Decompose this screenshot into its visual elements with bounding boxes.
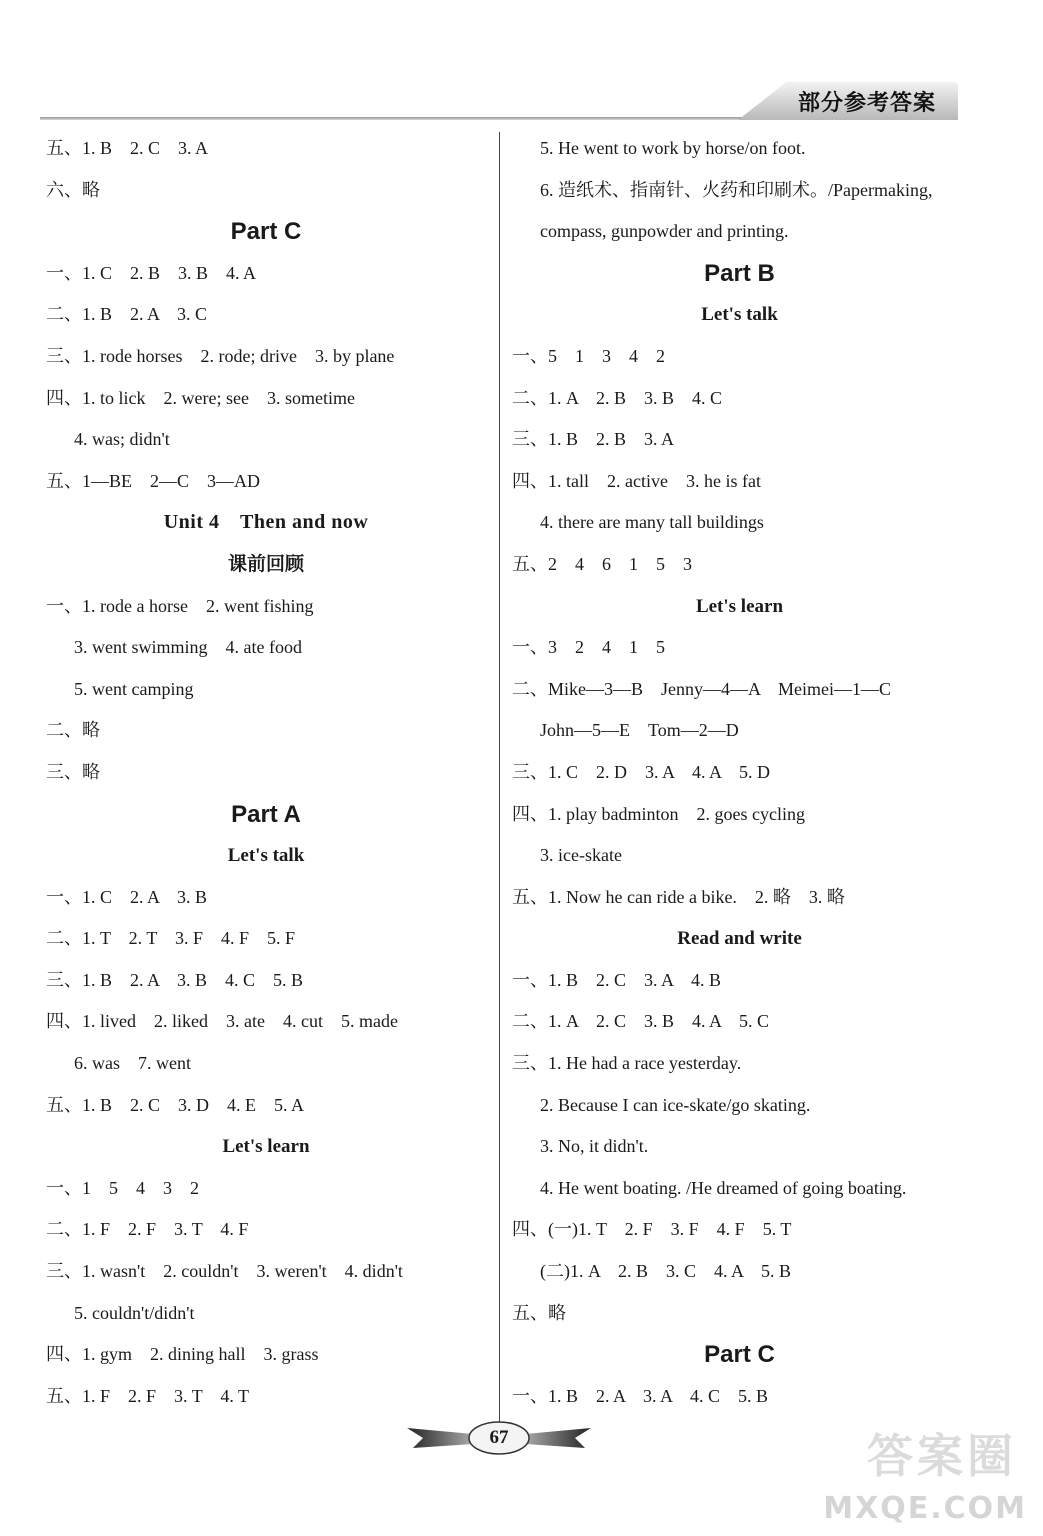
answer-line: 二、略 — [46, 720, 100, 741]
answer-line: 一、5 1 3 4 2 — [512, 345, 665, 366]
answer-line-continued: (二)1. A 2. B 3. C 4. A 5. B — [540, 1261, 792, 1282]
section-heading-part: Part B — [704, 259, 775, 287]
page-number-badge — [405, 1418, 593, 1456]
answer-line: 三、1. B 2. B 3. A — [512, 429, 675, 450]
answer-line: 四、(一)1. T 2. F 3. F 4. F 5. T — [512, 1219, 792, 1240]
answer-line: 三、略 — [46, 761, 100, 782]
answer-line-continued: compass, gunpowder and printing. — [540, 221, 789, 242]
section-subheading: Let's learn — [695, 595, 784, 617]
answer-line: 二、1. A 2. C 3. B 4. A 5. C — [512, 1011, 770, 1032]
column-divider — [499, 132, 500, 1422]
left-answer-column — [46, 128, 486, 1417]
watermark-url: MXQE.COM — [823, 1491, 1027, 1526]
answer-line-continued: 6. was 7. went — [74, 1053, 191, 1074]
answer-line: 五、1. B 2. C 3. D 4. E 5. A — [46, 1094, 305, 1115]
section-heading-cn: 课前回顾 — [227, 552, 304, 575]
answer-line: 三、1. B 2. A 3. B 4. C 5. B — [46, 969, 304, 990]
answer-line-continued: 3. went swimming 4. ate food — [74, 637, 302, 658]
answer-line-continued: 3. No, it didn't. — [540, 1136, 649, 1157]
page-number: 67 — [489, 1427, 509, 1448]
section-heading-part: Part C — [230, 218, 302, 246]
answer-line: 四、1. gym 2. dining hall 3. grass — [46, 1344, 319, 1365]
section-subheading: Let's learn — [222, 1136, 310, 1158]
answer-line: 四、1. to lick 2. were; see 3. sometime — [46, 387, 355, 408]
page-header-title: 部分参考答案 — [798, 91, 937, 116]
answer-line: 五、1. F 2. F 3. T 4. T — [46, 1385, 250, 1406]
answer-line: 四、1. tall 2. active 3. he is fat — [512, 470, 761, 491]
answer-line: 一、1. C 2. B 3. B 4. A — [46, 262, 257, 283]
answer-line: 一、1. rode a horse 2. went fishing — [46, 595, 314, 616]
section-heading-part: Part A — [231, 800, 301, 828]
answer-line: 二、1. F 2. F 3. T 4. F — [46, 1219, 249, 1240]
answer-line: 二、1. B 2. A 3. C — [46, 304, 208, 325]
answer-line-continued: 5. went camping — [74, 678, 194, 699]
answer-line: 三、1. He had a race yesterday. — [512, 1053, 742, 1074]
answer-line: 二、1. A 2. B 3. B 4. C — [512, 387, 723, 408]
section-subheading: Read and write — [677, 928, 802, 950]
watermark-cn: 答案圈 — [867, 1429, 1017, 1483]
unit-heading: Unit 4 Then and now — [163, 511, 369, 534]
answer-line: 四、1. lived 2. liked 3. ate 4. cut 5. made — [46, 1011, 398, 1032]
answer-line: 三、1. C 2. D 3. A 4. A 5. D — [512, 761, 771, 782]
answer-line-continued: 4. there are many tall buildings — [540, 512, 764, 533]
answer-line-continued: 4. was; didn't — [74, 429, 170, 450]
answer-line-continued: 6. 造纸术、指南针、火药和印刷术。/Papermaking, — [540, 179, 933, 200]
answer-line: 五、1. Now he can ride a bike. 2. 略 3. 略 — [512, 886, 845, 907]
answer-line: 五、1—BE 2—C 3—AD — [46, 470, 261, 491]
answer-line: 一、1. B 2. A 3. A 4. C 5. B — [512, 1385, 769, 1406]
section-heading-part: Part C — [704, 1341, 775, 1369]
answer-line: 一、1 5 4 3 2 — [46, 1177, 199, 1198]
answer-line: 一、1. B 2. C 3. A 4. B — [512, 969, 722, 990]
answer-line: 一、1. C 2. A 3. B — [46, 886, 208, 907]
answer-line: 六、略 — [46, 179, 100, 200]
answer-line-continued: 3. ice-skate — [540, 845, 622, 866]
answer-line-continued: 2. Because I can ice-skate/go skating. — [540, 1094, 811, 1115]
watermark-logo — [823, 1424, 1037, 1532]
answer-line: 四、1. play badminton 2. goes cycling — [512, 803, 805, 824]
answer-line-continued: 4. He went boating. /He dreamed of going boating. — [540, 1177, 907, 1198]
answer-line-continued: 5. He went to work by horse/on foot. — [540, 138, 806, 158]
right-answer-column — [512, 128, 967, 1417]
answer-line: 五、1. B 2. C 3. A — [46, 138, 209, 158]
section-subheading: Let's talk — [227, 845, 305, 867]
answer-line: 二、Mike—3—B Jenny—4—A Meimei—1—C — [512, 678, 891, 699]
answer-line: 五、略 — [512, 1302, 566, 1323]
answer-line: 一、3 2 4 1 5 — [512, 637, 665, 658]
answer-line-continued: John—5—E Tom—2—D — [540, 720, 739, 741]
section-subheading: Let's talk — [701, 304, 778, 326]
answer-line: 三、1. rode horses 2. rode; drive 3. by plane — [46, 345, 395, 366]
answer-line-continued: 5. couldn't/didn't — [74, 1302, 195, 1323]
answer-line: 二、1. T 2. T 3. F 4. F 5. F — [46, 928, 296, 949]
answer-line: 三、1. wasn't 2. couldn't 3. weren't 4. didn't — [46, 1261, 403, 1282]
answer-line: 五、2 4 6 1 5 3 — [512, 553, 692, 574]
